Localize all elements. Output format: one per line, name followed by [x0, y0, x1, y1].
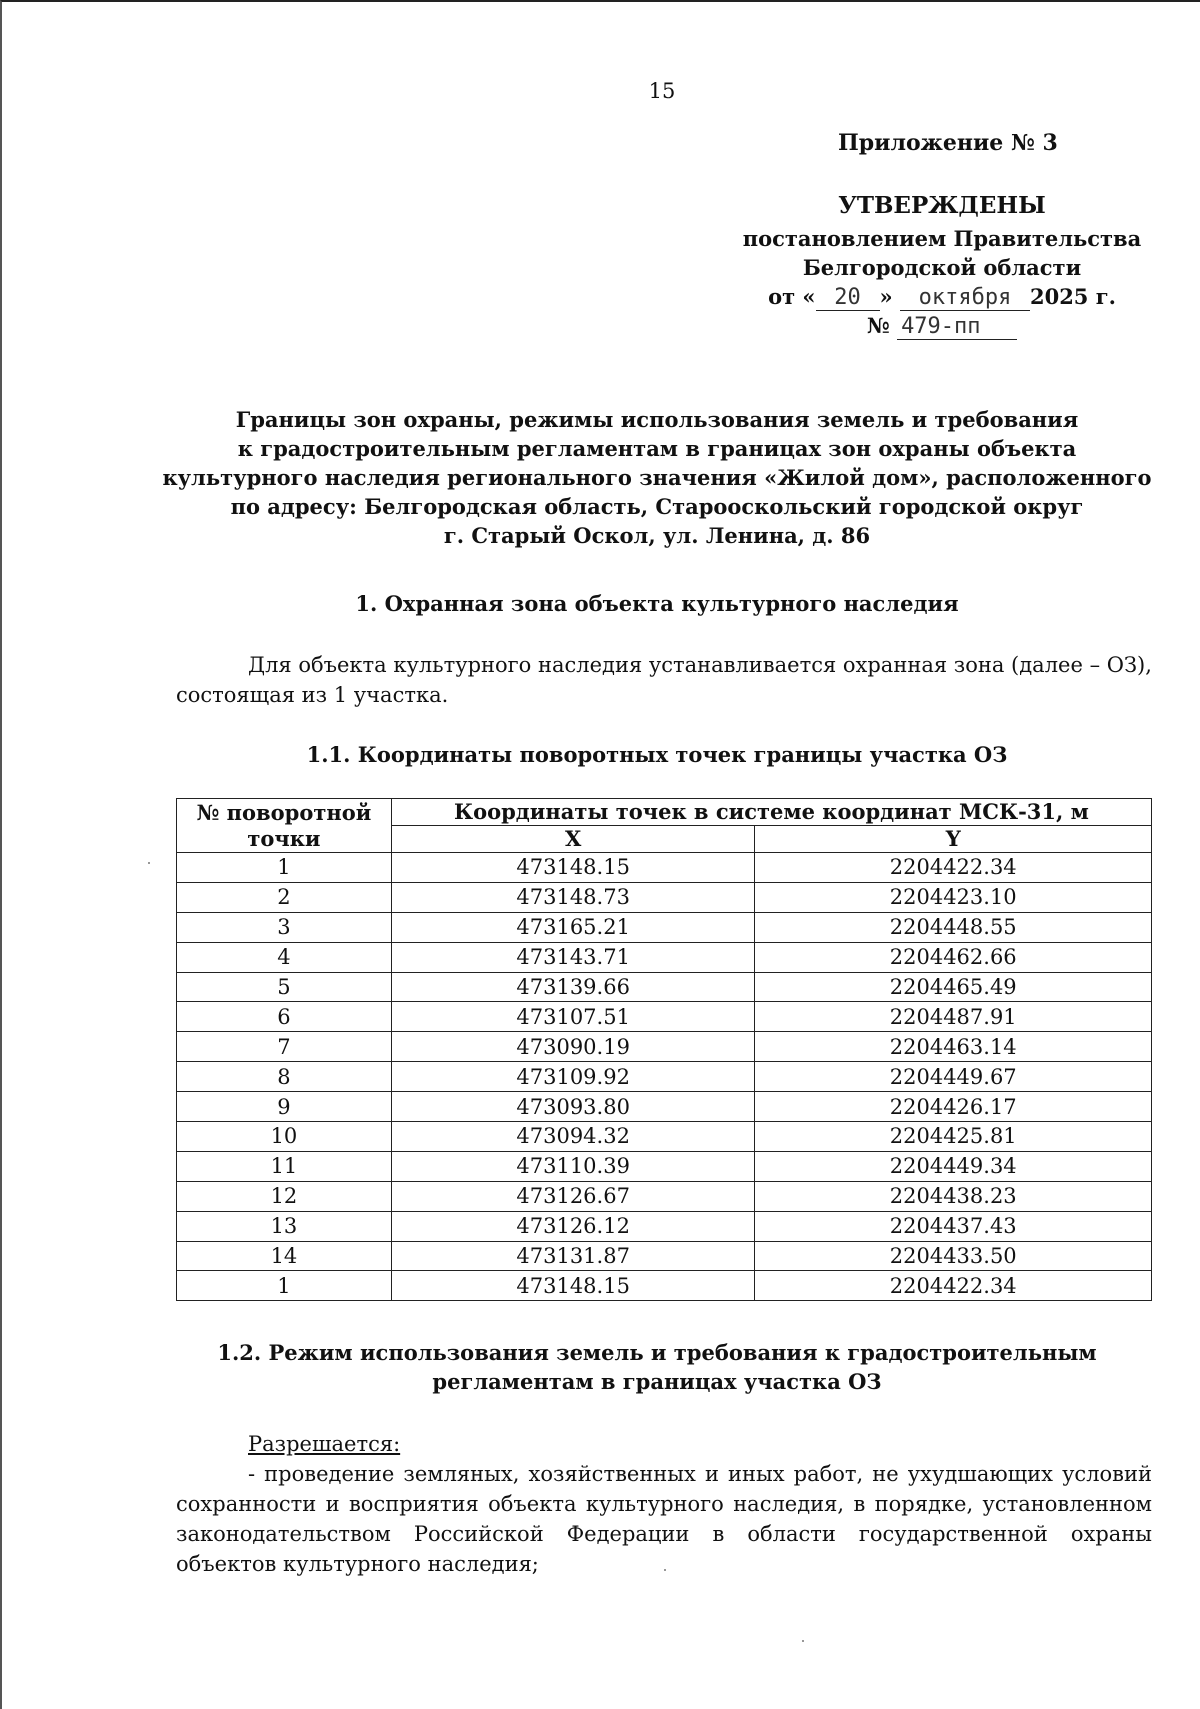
- coord-x: 473131.87: [391, 1241, 755, 1271]
- table-row: [177, 1211, 1152, 1241]
- scan-speck: [802, 1640, 804, 1642]
- section-1-2-title-line-1: 1.2. Режим использования земель и требования к градостроительным: [217, 1340, 1097, 1365]
- point-number: 1: [177, 853, 392, 883]
- table-row: [177, 942, 1152, 972]
- table-row: [177, 853, 1152, 883]
- page-number: 15: [648, 79, 676, 103]
- coord-y: 2204448.55: [755, 912, 1152, 942]
- date-month-separator: »: [879, 284, 893, 309]
- table-row: [177, 1151, 1152, 1181]
- date-prefix: от «: [768, 284, 816, 309]
- point-number: 12: [177, 1181, 392, 1211]
- coord-x: 473126.12: [391, 1211, 755, 1241]
- point-number: 13: [177, 1211, 392, 1241]
- table-row: [177, 882, 1152, 912]
- coord-y: 2204422.34: [755, 1271, 1152, 1301]
- coord-y: 2204487.91: [755, 1002, 1152, 1032]
- coord-x: 473139.66: [391, 972, 755, 1002]
- intro-line-2: состоящая из 1 участка.: [176, 683, 449, 707]
- approval-block: [742, 190, 1142, 340]
- coord-y: 2204422.34: [755, 853, 1152, 883]
- table-row: [177, 912, 1152, 942]
- date-month-handwritten: октября: [900, 286, 1030, 311]
- number-prefix: №: [866, 313, 890, 338]
- section-1-intro: [176, 650, 1152, 710]
- coord-x: 473165.21: [391, 912, 755, 942]
- coord-y: 2204449.67: [755, 1062, 1152, 1092]
- header-coordinates: Координаты точек в системе координат МСК-31, м: [391, 799, 1151, 826]
- allowed-section: [176, 1429, 1152, 1579]
- header-x: X: [391, 826, 755, 853]
- point-number: 8: [177, 1062, 392, 1092]
- point-number: 3: [177, 912, 392, 942]
- coord-y: 2204437.43: [755, 1211, 1152, 1241]
- coord-x: 473126.67: [391, 1181, 755, 1211]
- title-line-5: г. Старый Оскол, ул. Ленина, д. 86: [443, 523, 871, 548]
- point-number: 7: [177, 1032, 392, 1062]
- coord-y: 2204465.49: [755, 972, 1152, 1002]
- approved-heading: УТВЕРЖДЕНЫ: [838, 192, 1046, 219]
- header-point-number: № поворотной точки: [177, 799, 392, 853]
- title-line-2: к градостроительным регламентам в границах зон охраны объекта: [237, 436, 1077, 461]
- approval-line-2: Белгородской области: [802, 255, 1082, 280]
- section-1-2-title-line-2: регламентам в границах участка ОЗ: [432, 1369, 882, 1394]
- coordinates-table: [176, 798, 1152, 1301]
- section-1-1-title: 1.1. Координаты поворотных точек границы участка ОЗ: [306, 742, 1008, 767]
- table-row: [177, 972, 1152, 1002]
- allowed-label: Разрешается:: [248, 1432, 401, 1456]
- point-number: 9: [177, 1092, 392, 1122]
- coordinates-body: [177, 853, 1152, 1301]
- scan-speck: [148, 862, 150, 864]
- coord-y: 2204425.81: [755, 1122, 1152, 1152]
- table-row: [177, 1002, 1152, 1032]
- coord-x: 473094.32: [391, 1122, 755, 1152]
- table-row: [177, 1271, 1152, 1301]
- coord-y: 2204433.50: [755, 1241, 1152, 1271]
- coord-x: 473110.39: [391, 1151, 755, 1181]
- title-line-3: культурного наследия регионального значения «Жилой дом», расположенного: [162, 465, 1152, 490]
- point-number: 5: [177, 972, 392, 1002]
- scan-speck: [664, 1569, 666, 1571]
- approval-number: [742, 311, 1142, 340]
- coord-x: 473148.15: [391, 853, 755, 883]
- coord-x: 473107.51: [391, 1002, 755, 1032]
- allowed-item: - проведение земляных, хозяйственных и иных работ, не ухудшающих условий сохранности и восприятия объекта культурного наследия, в порядке, установленном законодательством Российской Федерации в области государственной охраны объектов культурного наследия;: [176, 1462, 1152, 1576]
- coord-y: 2204438.23: [755, 1181, 1152, 1211]
- coord-y: 2204449.34: [755, 1151, 1152, 1181]
- date-year: 2025 г.: [1029, 284, 1116, 309]
- table-row: [177, 1241, 1152, 1271]
- section-1-title: 1. Охранная зона объекта культурного наследия: [355, 591, 959, 616]
- intro-line-1: Для объекта культурного наследия устанавливается охранная зона (далее – ОЗ),: [248, 653, 1152, 677]
- appendix-label: Приложение № 3: [838, 130, 1058, 156]
- title-line-4: по адресу: Белгородская область, Старооскольский городской округ: [230, 494, 1084, 519]
- point-number: 6: [177, 1002, 392, 1032]
- coord-y: 2204462.66: [755, 942, 1152, 972]
- point-number: 2: [177, 882, 392, 912]
- coord-x: 473148.73: [391, 882, 755, 912]
- approval-line-1: постановлением Правительства: [742, 226, 1142, 251]
- point-number: 1: [177, 1271, 392, 1301]
- point-number: 4: [177, 942, 392, 972]
- coord-x: 473093.80: [391, 1092, 755, 1122]
- coord-x: 473109.92: [391, 1062, 755, 1092]
- table-row: [177, 1122, 1152, 1152]
- point-number: 11: [177, 1151, 392, 1181]
- section-1-2-title: [162, 1338, 1152, 1396]
- coord-x: 473148.15: [391, 1271, 755, 1301]
- point-number: 14: [177, 1241, 392, 1271]
- document-title: [162, 405, 1152, 550]
- coord-y: 2204423.10: [755, 882, 1152, 912]
- title-line-1: Границы зон охраны, режимы использования земель и требования: [235, 407, 1079, 432]
- point-number: 10: [177, 1122, 392, 1152]
- table-row: [177, 1181, 1152, 1211]
- approval-date: [742, 282, 1142, 311]
- table-row: [177, 1032, 1152, 1062]
- decree-number-handwritten: 479-пп: [897, 315, 1017, 340]
- table-row: [177, 1062, 1152, 1092]
- header-y: Y: [755, 826, 1152, 853]
- coord-x: 473143.71: [391, 942, 755, 972]
- table-row: [177, 1092, 1152, 1122]
- coord-y: 2204463.14: [755, 1032, 1152, 1062]
- date-day-handwritten: 20: [816, 286, 880, 311]
- coord-y: 2204426.17: [755, 1092, 1152, 1122]
- coord-x: 473090.19: [391, 1032, 755, 1062]
